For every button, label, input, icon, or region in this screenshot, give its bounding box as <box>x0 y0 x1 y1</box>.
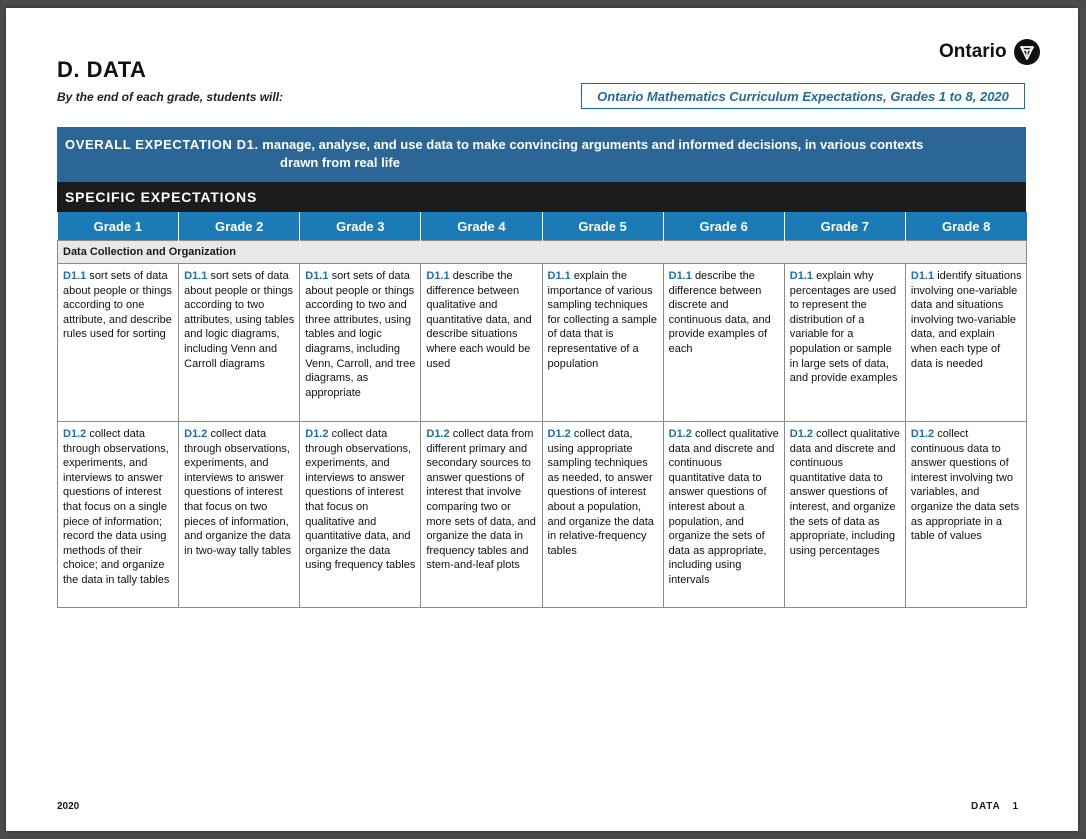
footer-page-number: 1 <box>1012 801 1019 812</box>
curriculum-reference: Ontario Mathematics Curriculum Expectations, Grades 1 to 8, 2020 <box>581 83 1025 109</box>
expectation-cell <box>905 264 1026 422</box>
grade-header: Grade 3 <box>300 212 421 241</box>
expectation-cell <box>58 264 179 422</box>
expectation-text: sort sets of data about people or things according to one attribute, and describe rules used for sorting <box>63 270 172 341</box>
expectation-code: D1.1 <box>184 270 208 282</box>
expectation-cell <box>784 264 905 422</box>
page-title: D. DATA <box>57 57 147 82</box>
section-label: Data Collection and Organization <box>58 241 1027 264</box>
grade-header: Grade 6 <box>663 212 784 241</box>
grade-header: Grade 4 <box>421 212 542 241</box>
expectation-cell <box>179 422 300 608</box>
expectation-code: D1.2 <box>547 428 571 440</box>
expectation-text: sort sets of data about people or things according to two attributes, using tables and logic diagrams, including Venn and Carroll diagrams <box>184 270 295 370</box>
overall-expectation-text-cont: drawn from real life <box>280 155 400 170</box>
overall-expectation-banner <box>57 127 1026 182</box>
expectation-text: sort sets of data about people or things according to two and three attributes, using tables and logic diagrams, including Venn, Carroll, and tree diagrams, as appropriate <box>305 270 416 399</box>
ontario-trillium-icon <box>1013 38 1041 66</box>
expectation-code: D1.1 <box>305 270 329 282</box>
expectation-code: D1.1 <box>426 270 450 282</box>
expectation-text: collect continuous data to answer questions of interest involving two variables, and organize the data sets as appropriate in a table of values <box>910 428 1020 543</box>
expectation-text: collect data through observations, experiments, and interviews to answer questions of interest that focus on qualitative and quantitative data, and organize the data using frequency tables <box>305 428 416 572</box>
expectation-text: collect data from different primary and secondary sources to answer questions of interest that involve comparing two or more sets of data, and organize the data in frequency tables and stem-and-leaf plots <box>426 428 536 572</box>
table-row <box>58 422 1027 608</box>
expectation-code: D1.2 <box>184 428 208 440</box>
expectation-text: collect data, using appropriate sampling techniques as needed, to answer questions of interest about a population, and organize the data in relative-frequency tables <box>547 428 654 557</box>
expectation-text: collect qualitative data and discrete and continuous quantitative data to answer questions of interest, and organize the sets of data as appropriate, including using percentages <box>789 428 900 557</box>
expectation-code: D1.2 <box>426 428 450 440</box>
document-page <box>6 8 1078 831</box>
expectation-cell <box>663 264 784 422</box>
expectations-table <box>57 212 1027 608</box>
expectation-text: explain why percentages are used to represent the distribution of a variable for a population or sample in large sets of data, and provide examples <box>789 270 898 385</box>
grade-header: Grade 5 <box>542 212 663 241</box>
expectation-text: explain the importance of various sampling techniques for collecting a sample of data that is representative of a population <box>547 270 657 370</box>
expectation-cell <box>300 422 421 608</box>
expectation-code: D1.1 <box>910 270 935 282</box>
overall-expectation-label: OVERALL EXPECTATION D1. <box>65 137 259 152</box>
footer-year: 2020 <box>57 801 80 812</box>
expectation-cell <box>421 264 542 422</box>
grade-header: Grade 2 <box>179 212 300 241</box>
specific-expectations-heading: SPECIFIC EXPECTATIONS <box>57 182 1026 212</box>
page-subtitle: By the end of each grade, students will: <box>57 90 284 104</box>
expectation-cell <box>300 264 421 422</box>
expectation-code: D1.2 <box>668 428 692 440</box>
overall-expectation-text: manage, analyse, and use data to make convincing arguments and informed decisions, in various contexts <box>262 137 924 152</box>
expectation-text: describe the difference between qualitative and quantitative data, and describe situations where each would be used <box>426 270 532 370</box>
expectation-cell <box>179 264 300 422</box>
expectation-code: D1.1 <box>789 270 813 282</box>
expectation-code: D1.2 <box>305 428 329 440</box>
expectation-cell <box>421 422 542 608</box>
expectation-cell <box>542 422 663 608</box>
grade-header: Grade 1 <box>58 212 179 241</box>
expectation-code: D1.1 <box>63 270 87 282</box>
expectation-code: D1.2 <box>789 428 813 440</box>
expectation-cell <box>663 422 784 608</box>
footer-section-name: DATA <box>971 801 1001 812</box>
ontario-logo <box>939 38 1041 66</box>
grade-header: Grade 7 <box>784 212 905 241</box>
expectation-cell <box>784 422 905 608</box>
expectation-code: D1.1 <box>668 270 692 282</box>
grade-header-row <box>58 212 1027 241</box>
expectation-code: D1.2 <box>910 428 935 440</box>
expectation-code: D1.1 <box>547 270 571 282</box>
table-row <box>58 264 1027 422</box>
expectation-cell <box>58 422 179 608</box>
expectation-text: collect data through observations, experiments, and interviews to answer questions of interest that focus on two pieces of information, and organize the data in two-way tally tables <box>184 428 292 557</box>
expectation-cell <box>542 264 663 422</box>
expectation-text: collect data through observations, experiments, and interviews to answer questions of interest that focus on a single piece of information; record the data using methods of their choice; and organize the data in tally tables <box>63 428 170 586</box>
expectation-code: D1.2 <box>63 428 87 440</box>
expectation-text: describe the difference between discrete and continuous data, and provide examples of each <box>668 270 771 355</box>
logo-text: Ontario <box>939 41 1007 62</box>
grade-header: Grade 8 <box>905 212 1026 241</box>
expectation-cell <box>905 422 1026 608</box>
expectation-text: collect qualitative data and discrete and continuous quantitative data to answer questions of interest about a population, and organize the sets of data as appropriate, including using intervals <box>668 428 779 586</box>
section-row <box>58 241 1027 264</box>
expectation-text: identify situations involving one-variable data and situations involving two-variable data, and explain when each type of data is needed <box>910 270 1022 370</box>
footer-page-info <box>971 801 1019 812</box>
